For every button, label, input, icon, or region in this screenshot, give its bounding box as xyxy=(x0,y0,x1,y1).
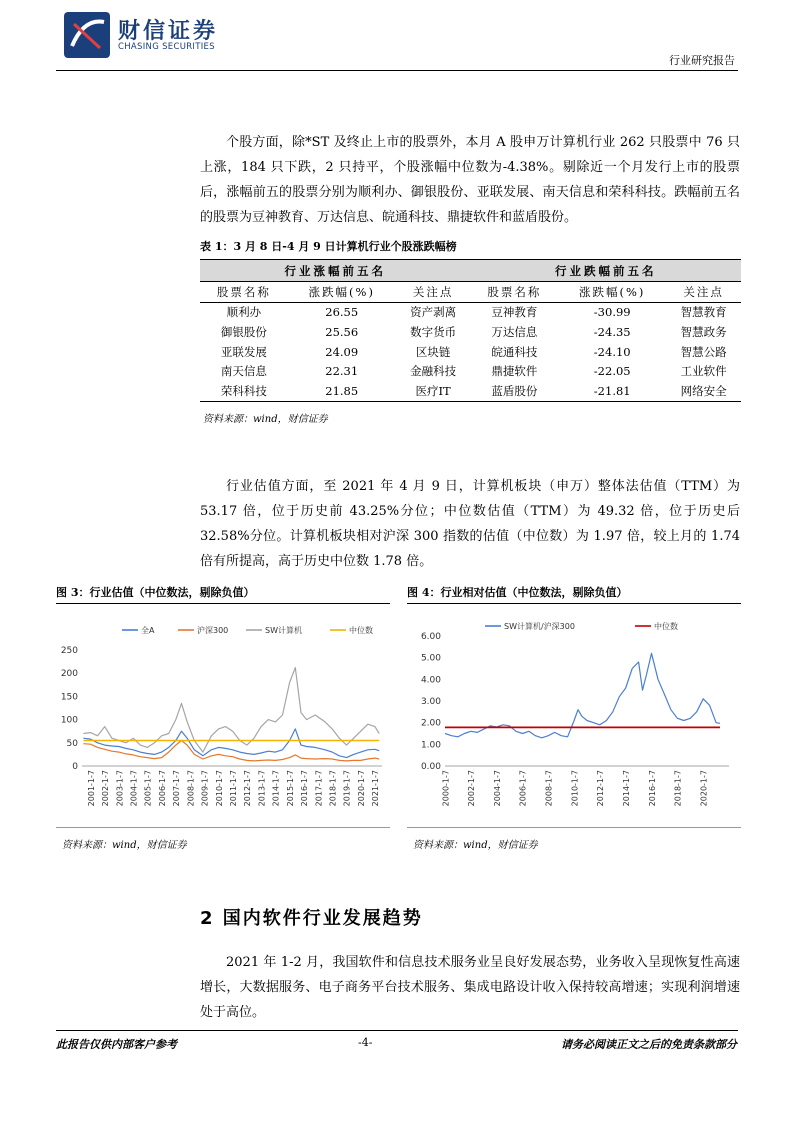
x-tick-label: 2006-1-7 xyxy=(518,770,528,807)
x-tick-label: 2001-1-7 xyxy=(86,770,96,807)
table-cell: 顺利办 xyxy=(226,305,262,320)
x-tick-label: 2008-1-7 xyxy=(186,770,196,807)
table-cell: 22.31 xyxy=(325,364,359,379)
table-cell: 皖通科技 xyxy=(491,344,538,359)
report-type-label: 行业研究报告 xyxy=(669,54,735,67)
table-cell: 医疗IT xyxy=(396,381,471,401)
table-cell: -22.05 xyxy=(593,364,631,379)
header-divider xyxy=(56,70,738,71)
x-tick-label: 2014-1-7 xyxy=(621,770,631,807)
x-tick-label: 2015-1-7 xyxy=(285,770,295,807)
figure3-bottom-rule xyxy=(56,827,390,828)
x-tick-label: 2006-1-7 xyxy=(157,770,167,807)
figure4-source: 资料来源：wind，财信证券 xyxy=(413,840,538,851)
stock-performance-table xyxy=(200,259,741,402)
table-cell: -24.35 xyxy=(593,324,631,339)
section-paragraph: 2021 年 1-2 月，我国软件和信息技术服务业呈良好发展态势，业务收入呈现恢复性高速增长，大数据服务、电子商务平台技术服务、集成电路设计收入保持较高增速；实现利润增速处于高位。 xyxy=(200,955,740,1020)
legend-label: 中位数 xyxy=(349,626,373,635)
legend-label: 全A xyxy=(141,626,155,635)
table-cell: 豆神教育 xyxy=(491,305,538,320)
table-cell: 荣科科技 xyxy=(200,381,288,401)
x-tick-label: 2008-1-7 xyxy=(544,770,554,807)
col-header: 关注点 xyxy=(396,282,471,303)
x-tick-label: 2011-1-7 xyxy=(228,770,238,807)
footer-notice: 请务必阅读正文之后的免责条款部分 xyxy=(561,1038,737,1051)
x-tick-label: 2017-1-7 xyxy=(314,770,324,807)
y-tick-label: 4.00 xyxy=(420,675,441,686)
y-tick-label: 150 xyxy=(60,692,78,703)
footer-divider xyxy=(56,1030,738,1031)
figure4-chart xyxy=(407,608,741,824)
table-cell: 御银股份 xyxy=(220,324,267,339)
x-tick-label: 2016-1-7 xyxy=(647,770,657,807)
table-row xyxy=(200,381,741,401)
legend-label: 中位数 xyxy=(654,622,678,631)
table-row xyxy=(200,302,741,322)
table-cell: -21.81 xyxy=(558,381,666,401)
x-tick-label: 2002-1-7 xyxy=(467,770,477,807)
section-heading: 2 国内软件行业发展趋势 xyxy=(200,908,423,929)
table-cell: -30.99 xyxy=(593,305,631,320)
figure3-title: 图 3：行业估值（中位数法，剔除负值） xyxy=(56,586,255,599)
table-cell: 鼎捷软件 xyxy=(491,364,538,379)
legend-label: 沪深300 xyxy=(197,626,229,635)
table-cell: 25.56 xyxy=(325,324,359,339)
col-header: 涨跌幅(%) xyxy=(558,282,666,303)
legend-label: SW计算机 xyxy=(265,626,302,635)
logo-english-name: CHASING SECURITIES xyxy=(118,42,215,52)
x-tick-label: 2003-1-7 xyxy=(115,770,125,807)
table-cell: 蓝盾股份 xyxy=(470,381,558,401)
y-tick-label: 0.00 xyxy=(420,762,441,772)
intro-paragraph: 个股方面，除*ST 及终止上市的股票外，本月 A 股申万计算机行业 262 只股票中 76 只上涨，184 只下跌，2 只持平，个股涨幅中位数为-4.38%。剔除近一个月发行上市的股票后，涨幅前五的股票分别为顺利办、御银股份、亚联发展、南天信息和荣科科技。跌幅前五名的股票为豆神教育、万达信息、皖通科技、鼎捷软件和蓝盾股份。 xyxy=(200,135,740,225)
table-cell: 智慧政务 xyxy=(680,324,727,339)
y-tick-label: 1.00 xyxy=(420,740,441,751)
y-tick-label: 50 xyxy=(66,738,78,749)
table-row xyxy=(200,361,741,381)
table-cell: 亚联发展 xyxy=(220,344,267,359)
table-column-header xyxy=(200,282,741,303)
figure3-top-rule xyxy=(56,603,390,604)
x-tick-label: 2018-1-7 xyxy=(673,770,683,807)
figure4-top-rule xyxy=(407,603,741,604)
x-tick-label: 2009-1-7 xyxy=(200,770,210,807)
series-line xyxy=(83,668,379,753)
company-logo-icon xyxy=(64,12,110,58)
table-cell: 资产剥离 xyxy=(410,305,457,320)
x-tick-label: 2000-1-7 xyxy=(441,770,451,807)
x-tick-label: 2012-1-7 xyxy=(243,770,253,807)
group-up-label: 行业涨幅前五名 xyxy=(200,260,470,282)
y-tick-label: 0 xyxy=(72,762,78,772)
x-tick-label: 2021-1-7 xyxy=(371,770,381,807)
group-down-label: 行业跌幅前五名 xyxy=(470,260,741,282)
x-tick-label: 2005-1-7 xyxy=(143,770,153,807)
x-tick-label: 2020-1-7 xyxy=(699,770,709,807)
table-row xyxy=(200,322,741,342)
table-cell: 网络安全 xyxy=(666,381,741,401)
table-cell: -24.10 xyxy=(593,344,631,359)
table-cell: 26.55 xyxy=(325,305,359,320)
x-tick-label: 2004-1-7 xyxy=(492,770,502,807)
page-number: -4- xyxy=(358,1036,373,1049)
table-source: 资料来源：wind，财信证券 xyxy=(203,414,328,425)
x-tick-label: 2004-1-7 xyxy=(129,770,139,807)
col-header: 涨跌幅(%) xyxy=(288,282,396,303)
x-tick-label: 2012-1-7 xyxy=(596,770,606,807)
table-cell: 24.09 xyxy=(325,344,359,359)
y-tick-label: 100 xyxy=(60,715,78,726)
x-tick-label: 2020-1-7 xyxy=(356,770,366,807)
logo-chinese-name: 财信证券 xyxy=(118,19,219,44)
table-title: 表 1：3 月 8 日-4 月 9 日计算机行业个股涨跌幅榜 xyxy=(200,240,457,253)
figure4-title: 图 4：行业相对估值（中位数法，剔除负值） xyxy=(407,586,628,599)
footer-disclaimer: 此报告仅供内部客户参考 xyxy=(56,1038,177,1051)
y-tick-label: 3.00 xyxy=(420,697,441,707)
table-cell: 南天信息 xyxy=(220,364,267,379)
table-cell: 万达信息 xyxy=(491,324,538,339)
table-cell: 区块链 xyxy=(415,344,451,359)
valuation-paragraph: 行业估值方面，至 2021 年 4 月 9 日，计算机板块（申万）整体法估值（TTM）为 53.17 倍，位于历史前 43.25%分位；中位数估值（TTM）为 49.32 倍，位于历史后 32.58%分位。计算机板块相对沪深 300 指数的估值（中位数）为 1.97 倍，较上月的 1.74 倍有所提高，高于历史中位数 1.78 倍。 xyxy=(200,479,740,569)
figure4-bottom-rule xyxy=(407,827,741,828)
x-tick-label: 2010-1-7 xyxy=(214,770,224,807)
y-tick-label: 200 xyxy=(60,669,78,680)
x-tick-label: 2016-1-7 xyxy=(300,770,310,807)
col-header: 股票名称 xyxy=(200,282,288,303)
table-cell: 数字货币 xyxy=(410,324,457,339)
figure3-chart xyxy=(56,608,390,824)
table-cell: 工业软件 xyxy=(680,364,727,379)
col-header: 股票名称 xyxy=(470,282,558,303)
table-row xyxy=(200,342,741,362)
y-tick-label: 6.00 xyxy=(420,632,441,642)
x-tick-label: 2002-1-7 xyxy=(101,770,111,807)
table-cell: 21.85 xyxy=(288,381,396,401)
table-cell: 智慧教育 xyxy=(680,305,727,320)
figure3-source: 资料来源：wind，财信证券 xyxy=(62,840,187,851)
table-cell: 金融科技 xyxy=(410,364,457,379)
x-tick-label: 2010-1-7 xyxy=(570,770,580,807)
x-tick-label: 2007-1-7 xyxy=(172,770,182,807)
x-tick-label: 2018-1-7 xyxy=(328,770,338,807)
x-tick-label: 2013-1-7 xyxy=(257,770,267,807)
x-tick-label: 2014-1-7 xyxy=(271,770,281,807)
y-tick-label: 5.00 xyxy=(420,653,441,664)
series-line xyxy=(445,653,720,738)
table-group-header xyxy=(200,260,741,282)
legend-label: SW计算机/沪深300 xyxy=(504,622,575,631)
y-tick-label: 250 xyxy=(60,646,78,656)
table-cell: 智慧公路 xyxy=(680,344,727,359)
y-tick-label: 2.00 xyxy=(420,718,441,729)
col-header: 关注点 xyxy=(666,282,741,303)
series-line xyxy=(83,741,379,761)
x-tick-label: 2019-1-7 xyxy=(342,770,352,807)
